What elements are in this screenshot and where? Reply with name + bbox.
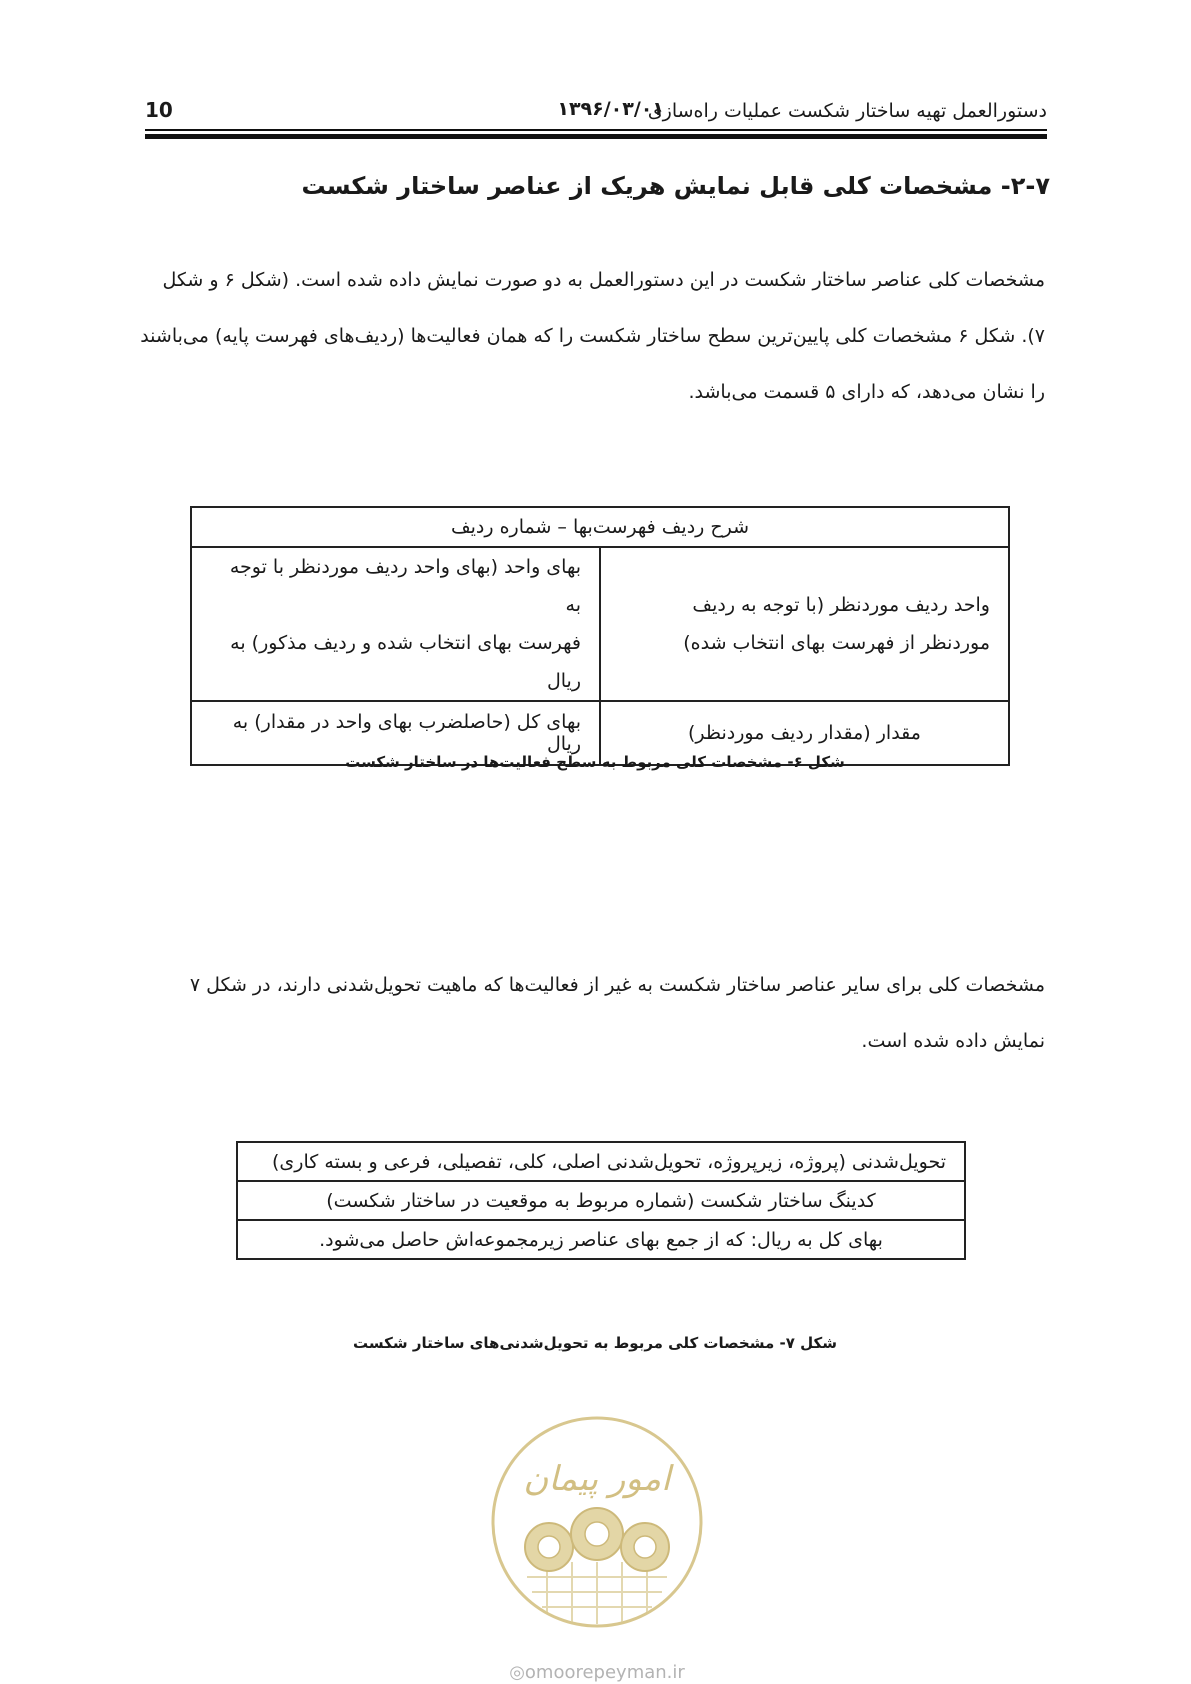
- table-row: [237, 1142, 965, 1181]
- paragraph-line: ۷). شکل ۶ مشخصات کلی پایین‌ترین سطح ساختار شکست را که همان فعالیت‌ها (ردیف‌های فهرست پایه) می‌باشند: [140, 325, 1045, 347]
- paragraph-1: [140, 252, 1045, 420]
- table-header-cell: شرح ردیف فهرست‌بها – شماره ردیف: [191, 507, 1009, 547]
- watermark-logo-text: امور پیمان: [523, 1459, 671, 1499]
- header-rule-thin: [145, 129, 1047, 131]
- table-cell-total: بهای کل به ریال: که از جمع بهای عناصر زیرمجموعه‌اش حاصل می‌شود.: [237, 1220, 965, 1259]
- cell-line: فهرست بهای انتخاب شده و ردیف مذکور) به ریال: [230, 632, 581, 692]
- page-number: 10: [145, 98, 173, 122]
- header-date: ۱۳۹۶/۰۳/۰۱: [557, 98, 664, 120]
- watermark-logo: [487, 1412, 707, 1632]
- section-heading: ۲-۷- مشخصات کلی قابل نمایش هریک از عناصر ساختار شکست: [301, 172, 1050, 200]
- cell-line: واحد ردیف موردنظر (با توجه به ردیف: [692, 594, 990, 616]
- watermark-site: [487, 1662, 707, 1683]
- page-header: [145, 98, 1047, 128]
- table-cell-unit: [600, 547, 1009, 701]
- table-cell-unit-price: [191, 547, 600, 701]
- paragraph-line: مشخصات کلی برای سایر عناصر ساختار شکست به غیر از فعالیت‌ها که ماهیت تحویل‌شدنی دارند، در شکل ۷: [189, 974, 1045, 996]
- figure-caption-7: شکل ۷- مشخصات کلی مربوط به تحویل‌شدنی‌های ساختار شکست: [353, 1334, 837, 1352]
- header-title: دستورالعمل تهیه ساختار شکست عملیات راه‌سازی: [647, 100, 1047, 122]
- deliverable-spec-table: [236, 1141, 966, 1260]
- figure-caption-6: شکل ۶- مشخصات کلی مربوط به سطح فعالیت‌ها در ساختار شکست: [345, 753, 845, 771]
- cell-line: بهای واحد (بهای واحد ردیف موردنظر با توجه به: [229, 556, 581, 616]
- activity-spec-table: [190, 506, 1010, 766]
- table-cell-deliverable: تحویل‌شدنی (پروژه، زیرپروژه، تحویل‌شدنی اصلی، کلی، تفصیلی، فرعی و بسته کاری): [237, 1142, 965, 1181]
- table-row: [191, 547, 1009, 701]
- table-row: [237, 1181, 965, 1220]
- watermark-site-icon: ◎: [509, 1662, 525, 1683]
- cell-line: موردنظر از فهرست بهای انتخاب شده): [683, 632, 990, 654]
- paragraph-2: [145, 957, 1045, 1069]
- table-cell-quantity: مقدار (مقدار ردیف موردنظر): [600, 701, 1009, 765]
- table-row: [237, 1220, 965, 1259]
- header-rule-thick: [145, 134, 1047, 139]
- table-cell-coding: کدینگ ساختار شکست (شماره مربوط به موقعیت در ساختار شکست): [237, 1181, 965, 1220]
- paragraph-line: نمایش داده شده است.: [861, 1030, 1045, 1052]
- paragraph-line: مشخصات کلی عناصر ساختار شکست در این دستورالعمل به دو صورت نمایش داده شده است. (شکل ۶ و شکل: [162, 269, 1045, 291]
- paragraph-line: را نشان می‌دهد، که دارای ۵ قسمت می‌باشد.: [688, 381, 1045, 403]
- watermark-site-text: omoorepeyman.ir: [524, 1662, 685, 1683]
- table-cell-total-price: بهای کل (حاصلضرب بهای واحد در مقدار) به ریال: [191, 701, 600, 765]
